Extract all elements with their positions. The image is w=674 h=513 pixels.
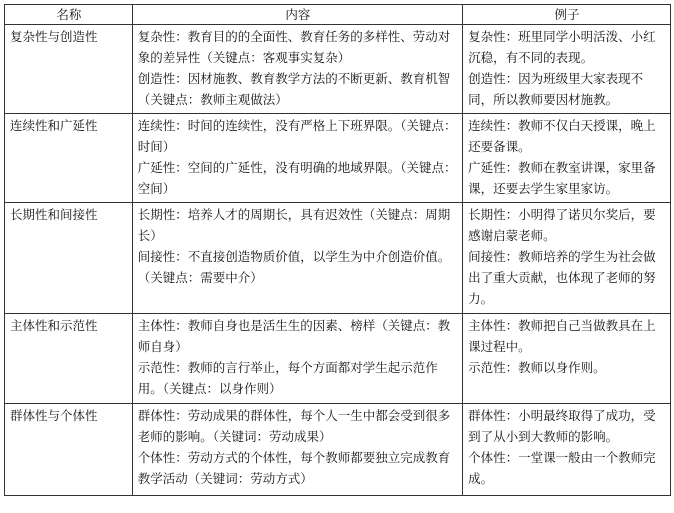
example-paragraph: 主体性：教师把自己当做教具在上课过程中。 [468,318,656,354]
header-content: 内容 [132,5,462,25]
content-paragraph: 广延性：空间的广延性，没有明确的地域界限。（关键点：空间） [137,160,457,196]
teacher-labor-characteristics-table [4,4,671,496]
row-name-cell: 主体性和示范性 [5,314,133,404]
content-paragraph: 复杂性：教育目的的全面性、教育任务的多样性、劳动对象的差异性（关键点：客观事实复杂） [137,29,451,65]
row-name-cell: 连续性和广延性 [5,114,133,203]
header-name: 名称 [5,5,133,25]
example-paragraph: 复杂性：班里同学小明活泼、小红沉稳，有不同的表现。 [468,29,656,65]
example-paragraph: 群体性：小明最终取得了成功，受到了从小到大教师的影响。 [468,408,656,444]
table-body [5,25,671,496]
header-example: 例子 [463,5,671,25]
row-example-cell [463,314,671,404]
row-content-cell [132,25,462,114]
content-paragraph: 个体性：劳动方式的个体性，每个教师都要独立完成教育教学活动（关键词：劳动方式） [137,450,451,486]
row-example-cell [463,203,671,314]
content-paragraph: 连续性：时间的连续性，没有严格上下班界限。（关键点：时间） [137,118,457,154]
example-paragraph: 间接性：教师培养的学生为社会做出了重大贡献，也体现了老师的努力。 [468,249,656,306]
row-example-cell [463,114,671,203]
row-content-cell [132,114,462,203]
table-header [5,5,671,25]
table-row [5,314,671,404]
table-row [5,404,671,496]
content-paragraph: 间接性：不直接创造物质价值，以学生为中介创造价值。（关键点：需要中介） [137,249,451,285]
row-name-cell: 长期性和间接性 [5,203,133,314]
content-paragraph: 主体性：教师自身也是活生生的因素、榜样（关键点：教师自身） [137,318,451,354]
row-name-cell: 群体性与个体性 [5,404,133,496]
example-paragraph: 连续性：教师不仅白天授课，晚上还要备课。 [468,118,656,154]
example-paragraph: 广延性：教师在教室讲课，家里备课，还要去学生家里家访。 [468,160,656,196]
content-paragraph: 示范性：教师的言行举止，每个方面都对学生起示范作用。（关键点：以身作则） [137,360,438,396]
table-row [5,203,671,314]
content-paragraph: 创造性：因材施教、教育教学方法的不断更新、教育机智（关键点：教师主观做法） [137,71,451,107]
header-row [5,5,671,25]
example-paragraph: 示范性：教师以身作则。 [468,360,606,375]
example-paragraph: 长期性：小明得了诺贝尔奖后，要感谢启蒙老师。 [468,207,656,243]
row-name-cell: 复杂性与创造性 [5,25,133,114]
content-paragraph: 群体性：劳动成果的群体性，每个人一生中都会受到很多老师的影响。（关键词：劳动成果） [137,408,451,444]
row-content-cell [132,203,462,314]
row-example-cell [463,404,671,496]
table-row [5,114,671,203]
row-example-cell [463,25,671,114]
row-content-cell [132,314,462,404]
content-paragraph: 长期性：培养人才的周期长，具有迟效性（关键点：周期长） [137,207,451,243]
table-row [5,25,671,114]
example-paragraph: 个体性：一堂课一般由一个教师完成。 [468,450,656,486]
row-content-cell [132,404,462,496]
example-paragraph: 创造性：因为班级里大家表现不同，所以教师要因材施教。 [468,71,644,107]
